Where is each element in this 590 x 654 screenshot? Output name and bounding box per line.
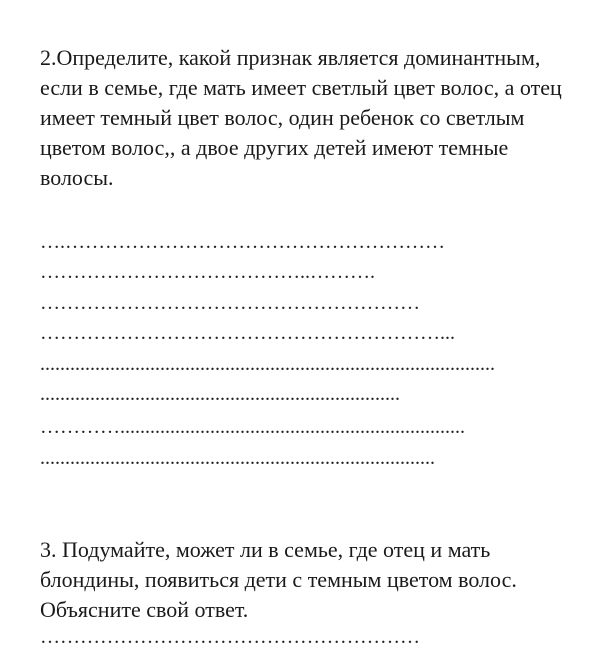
- task-2-answer-line: …………………………………………………: [40, 292, 420, 314]
- task-2-answer-line: ……………………………………………………...: [40, 322, 455, 344]
- task-2-answer-line: ….…………………………………………………: [40, 231, 445, 253]
- task-2-answer-line: …………………………………..……….: [40, 261, 375, 283]
- task-2-answer-line: ………….....................................................................: [40, 416, 465, 438]
- task-3-question: 3. Подумайте, может ли в семье, где отец и мать блондины, появиться дети с темным цветом волос. Объясните свой ответ.: [40, 537, 517, 622]
- task-2-question: 2.Определите, какой признак является доминантным, если в семье, где мать имеет светлый цвет волос, а отец имеет темный цвет волос, один ребенок со светлым цветом волос,, а двое других детей имеют темные волосы.: [40, 45, 562, 190]
- task-3-answer-line: …………………………………………………: [40, 626, 420, 648]
- task-2-answer-line: ...............................................................................: [40, 447, 435, 469]
- task-2-answer-line: ...........................................................................................: [40, 353, 495, 375]
- task-2-answer-line: ........................................................................: [40, 383, 400, 405]
